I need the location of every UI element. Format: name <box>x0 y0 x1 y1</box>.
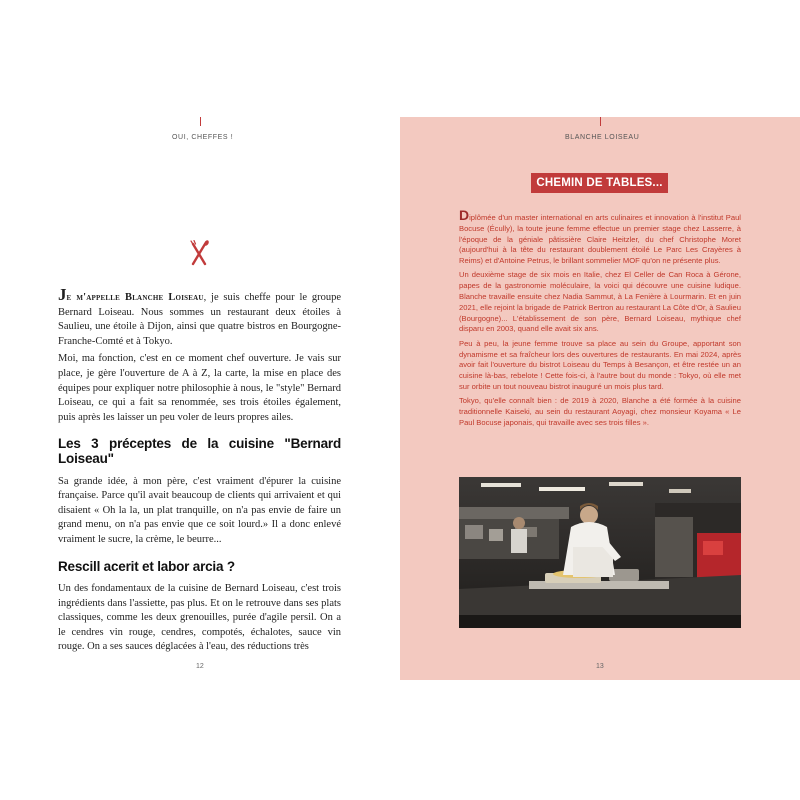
section-heading-2: Rescill acerit et labor arcia ? <box>58 558 235 574</box>
paragraph-3: Sa grande idée, à mon père, c'est vraiment d'épurer la cuisine française. Parce qu'il avait beaucoup de clients qui arrivaient et qui disaient « Oh la la, un plat tranquille, on n'a pas envie de faire un grand menu, on n'a pas envie que ce soit lourd.» Il a donc enlevé vraiment le sucre, la crème, le beurre... <box>58 475 341 545</box>
right-paragraph-3: Peu à peu, la jeune femme trouve sa place au sein du Groupe, apportant son dynamisme et sa fraîcheur lors des ouvertures de restaurants. En mai 2024, après avoir fait l'ouverture du bistrot Loiseau du Temps à Besançon, et être restée un an cuisine là-bas, rebelote ! Cette fois-ci, à l'autre bout du monde : Tokyo, où elle met sur orbite un tout nouveau bistrot inauguré un mois plus tard. <box>459 338 741 391</box>
left-page-number: 12 <box>196 663 204 670</box>
right-body-text <box>459 207 741 432</box>
paragraph-4: Un des fondamentaux de la cuisine de Bernard Loiseau, c'est trois ingrédients dans l'assiette, pas plus. Et on le retrouve dans ses plats classiques, comme les deux grenouilles, purée d'agile persil. On a le cendres vin rouge, cendres, compotés, échalotes, sauce vin rouge. On a ses sauces déglacées à l'eau, des réductions très <box>58 583 341 653</box>
intro-smallcaps: e m'appelle Blanche Loiseau <box>66 292 204 303</box>
intro-paragraph <box>58 286 341 349</box>
right-paragraph-4: Tokyo, qu'elle connaît bien : de 2019 à 2020, Blanche a été formée à la cuisine traditionnelle Kaiseki, au sein du restaurant Aoyagi, chez monsieur Koyama « Le Paul Bocuse japonais, qui travaille avec ses trois filles ». <box>459 396 741 427</box>
left-head-tick <box>200 117 201 126</box>
left-body-text <box>58 286 341 658</box>
section-title-banner: CHEMIN DE TABLES... <box>531 173 668 193</box>
paragraph-2: Moi, ma fonction, c'est en ce moment chef ouverture. Je vais sur place, je gère l'ouverture de A à Z, la carte, la mise en place des équipes pour expliquer notre philosophie à nous, le "style" Bernard Loiseau, ce qui a fait sa renommée, ses trois étoiles également, puis après les laisser un peu voler de leurs propres ailes. <box>58 353 341 423</box>
intro-text: , je suis cheffe pour le groupe Bernard Loiseau. Nous sommes un restaurant deux étoiles à Saulieu, une étoile à Dijon, ainsi que quatre bistros en Bourgogne-Franche-Comté et à Tokyo. <box>58 292 341 347</box>
fork-knife-icon <box>189 240 209 266</box>
dropcap-letter: J <box>58 285 67 304</box>
left-running-head: OUI, CHEFFES ! <box>172 134 234 141</box>
right-running-head: BLANCHE LOISEAU <box>565 134 640 141</box>
right-page-number: 13 <box>596 663 604 670</box>
right-dropcap: D <box>459 207 470 223</box>
right-paragraph-1-text: iplômée d'un master international en arts culinaires et innovation à l'institut Paul Bocuse (Écully), la toute jeune femme effectue un premier stage chez Lasserre, à l'époque de la géniale pâtissière Claire Heitzler, du chef Christophe Moret (aujourd'hui à la tête du restaurant doublement étoilé Le Parc Les Crayères à Reims) et d'Antoine Petrus, le brillant sommelier MOF qu'on ne présente plus. <box>459 213 741 266</box>
kitchen-photo-illustration <box>459 477 741 628</box>
right-paragraph-2: Un deuxième stage de six mois en Italie, chez El Celler de Can Roca à Gérone, papes de la gastronomie moléculaire, la voici qui découvre une cuisine ludique. Blanche travaille ensuite chez Nadia Sammut, à La Fenière à Lourmarin. Et en juin 2021, elle rejoint la brigade de Patrick Bertron au restaurant La Côte d'Or, à Saulieu (Bourgogne)... L'établissement de son père, Bernard Loiseau, mythique chef disparu en 2003, quand elle avait six ans. <box>459 270 741 334</box>
right-paragraph-1 <box>459 207 741 267</box>
kitchen-photo <box>459 477 741 628</box>
right-head-tick <box>600 117 601 126</box>
section-heading-1: Les 3 préceptes de la cuisine "Bernard Loiseau" <box>58 436 341 466</box>
